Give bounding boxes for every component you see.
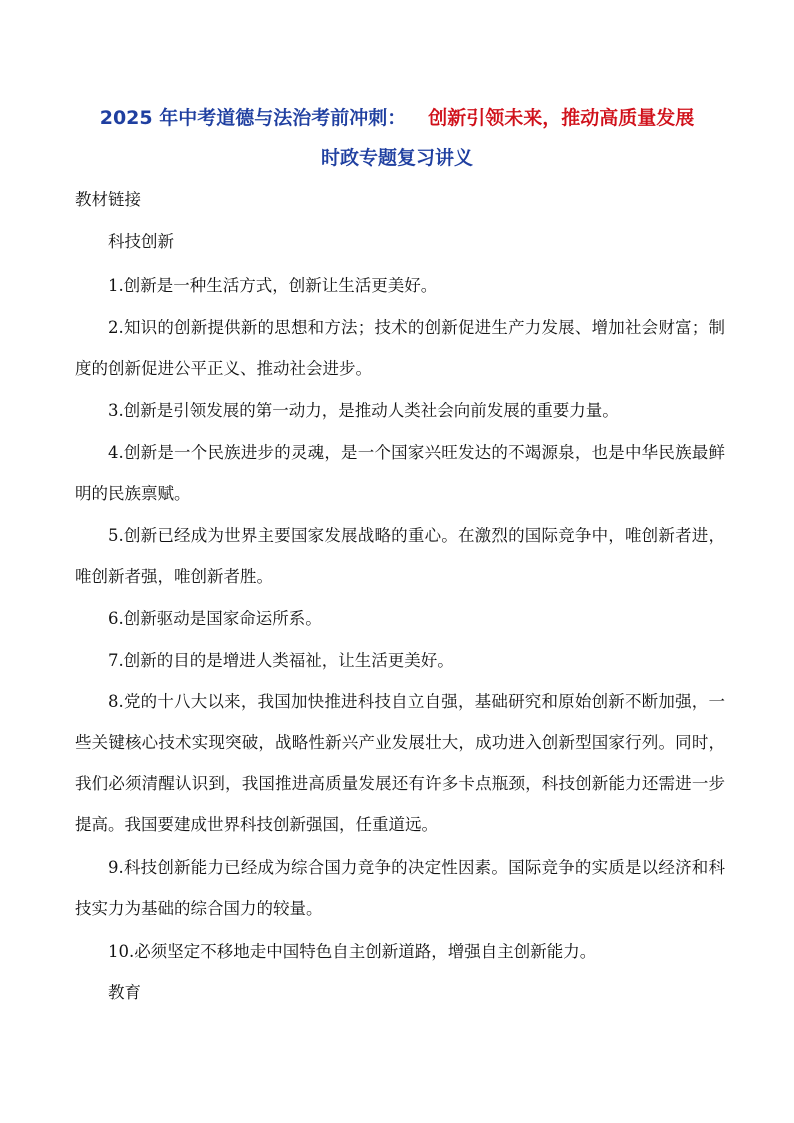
point-1: 1.创新是一种生活方式，创新让生活更美好。 <box>108 276 438 295</box>
document-title-line1 <box>0 103 794 133</box>
subheading-education: 教育 <box>108 983 141 1002</box>
point-8: 8.党的十八大以来，我国加快推进科技自立自强，基础研究和原始创新不断加强，一些关键核心技术实现突破，战略性新兴产业发展壮大，成功进入创新型国家行列。同时，我们必须清醒认识到，我国推进高质量发展还有许多卡点瓶颈，科技创新能力还需进一步提高。我国要建成世界科技创新强国，任重道远。 <box>75 692 725 834</box>
point-6: 6.创新驱动是国家命运所系。 <box>108 609 322 628</box>
point-10: 10.必须坚定不移地走中国特色自主创新道路，增强自主创新能力。 <box>108 942 597 961</box>
title-prefix: 2025 年中考道德与法治考前冲刺： <box>99 107 407 129</box>
point-5: 5.创新已经成为世界主要国家发展战略的重心。在激烈的国际竞争中，唯创新者进，唯创新者强，唯创新者胜。 <box>75 526 725 586</box>
document-title-line2: 时政专题复习讲义 <box>320 147 473 169</box>
section-heading: 教材链接 <box>75 190 141 209</box>
title-theme: 创新引领未来，推动高质量发展 <box>428 107 695 129</box>
point-9: 9.科技创新能力已经成为综合国力竞争的决定性因素。国际竞争的实质是以经济和科技实力为基础的综合国力的较量。 <box>75 858 725 918</box>
point-2: 2.知识的创新提供新的思想和方法；技术的创新促进生产力发展、增加社会财富；制度的创新促进公平正义、推动社会进步。 <box>75 318 725 378</box>
point-3: 3.创新是引领发展的第一动力，是推动人类社会向前发展的重要力量。 <box>108 401 619 420</box>
subheading-tech-innovation: 科技创新 <box>108 232 174 251</box>
point-7: 7.创新的目的是增进人类福祉，让生活更美好。 <box>108 651 454 670</box>
point-4: 4.创新是一个民族进步的灵魂，是一个国家兴旺发达的不竭源泉，也是中华民族最鲜明的民族禀赋。 <box>75 443 725 503</box>
